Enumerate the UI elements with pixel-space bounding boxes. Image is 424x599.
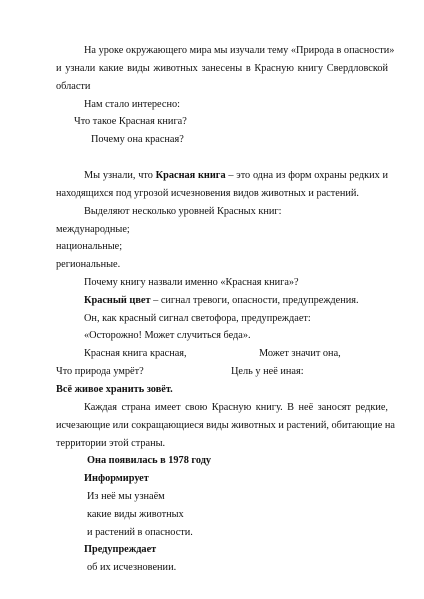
informs-line1: Из неё мы узнаём	[87, 491, 165, 502]
poem-line3: Всё живое хранить зовёт.	[56, 384, 173, 395]
warns-line1: об их исчезновении.	[87, 562, 177, 573]
informs-line3: и растений в опасности.	[87, 527, 193, 538]
question-what: Что такое Красная книга?	[74, 116, 187, 127]
para1-line3: области	[56, 81, 91, 92]
para2-line1	[84, 168, 388, 183]
poem-line1a: Красная книга красная,	[84, 348, 187, 359]
levels-intro: Выделяют несколько уровней Красных книг:	[84, 206, 282, 217]
informs-heading: Информирует	[84, 473, 149, 484]
red-book-term: Красная книга	[155, 170, 226, 181]
para1-line2: и узнали какие виды животных занесены в Красную книгу Свердловской	[56, 63, 388, 74]
para2-suffix: – это одна из форм охраны редких и	[225, 170, 389, 181]
para3-line2: исчезающие или сокращающиеся виды животных и растений, обитающие на	[56, 420, 395, 431]
warning-quote: «Осторожно! Может случиться беда».	[84, 330, 251, 341]
question-why: Почему она красная?	[91, 134, 184, 145]
red-color-rest: – сигнал тревоги, опасности, предупреждения.	[150, 295, 359, 306]
para2-line2: находящихся под угрозой исчезновения видов животных и растений.	[56, 188, 359, 199]
warns-heading: Предупреждает	[84, 544, 157, 555]
para3-line3: территории этой страны.	[56, 438, 166, 449]
poem-line1b: Может значит она,	[259, 348, 341, 359]
poem-line2a: Что природа умрёт?	[56, 366, 144, 377]
red-color-line	[84, 293, 359, 308]
para2-prefix: Мы узнали, что	[84, 170, 156, 181]
red-color-term: Красный цвет	[84, 295, 151, 306]
level-regional: региональные.	[56, 259, 121, 270]
traffic-light-line: Он, как красный сигнал светофора, предупреждает:	[84, 313, 311, 324]
level-international: международные;	[56, 224, 130, 235]
para3-line1: Каждая страна имеет свою Красную книгу. В неё заносят редкие,	[84, 402, 388, 413]
informs-line2: какие виды животных	[87, 509, 184, 520]
para1-line1: На уроке окружающего мира мы изучали тему «Природа в опасности»	[84, 45, 395, 56]
interest-intro: Нам стало интересно:	[84, 99, 180, 110]
why-red-question: Почему книгу назвали именно «Красная книга»?	[84, 277, 299, 288]
poem-line2b: Цель у неё иная:	[231, 366, 304, 377]
level-national: национальные;	[56, 241, 123, 252]
appeared-1978: Она появилась в 1978 году	[87, 455, 212, 466]
